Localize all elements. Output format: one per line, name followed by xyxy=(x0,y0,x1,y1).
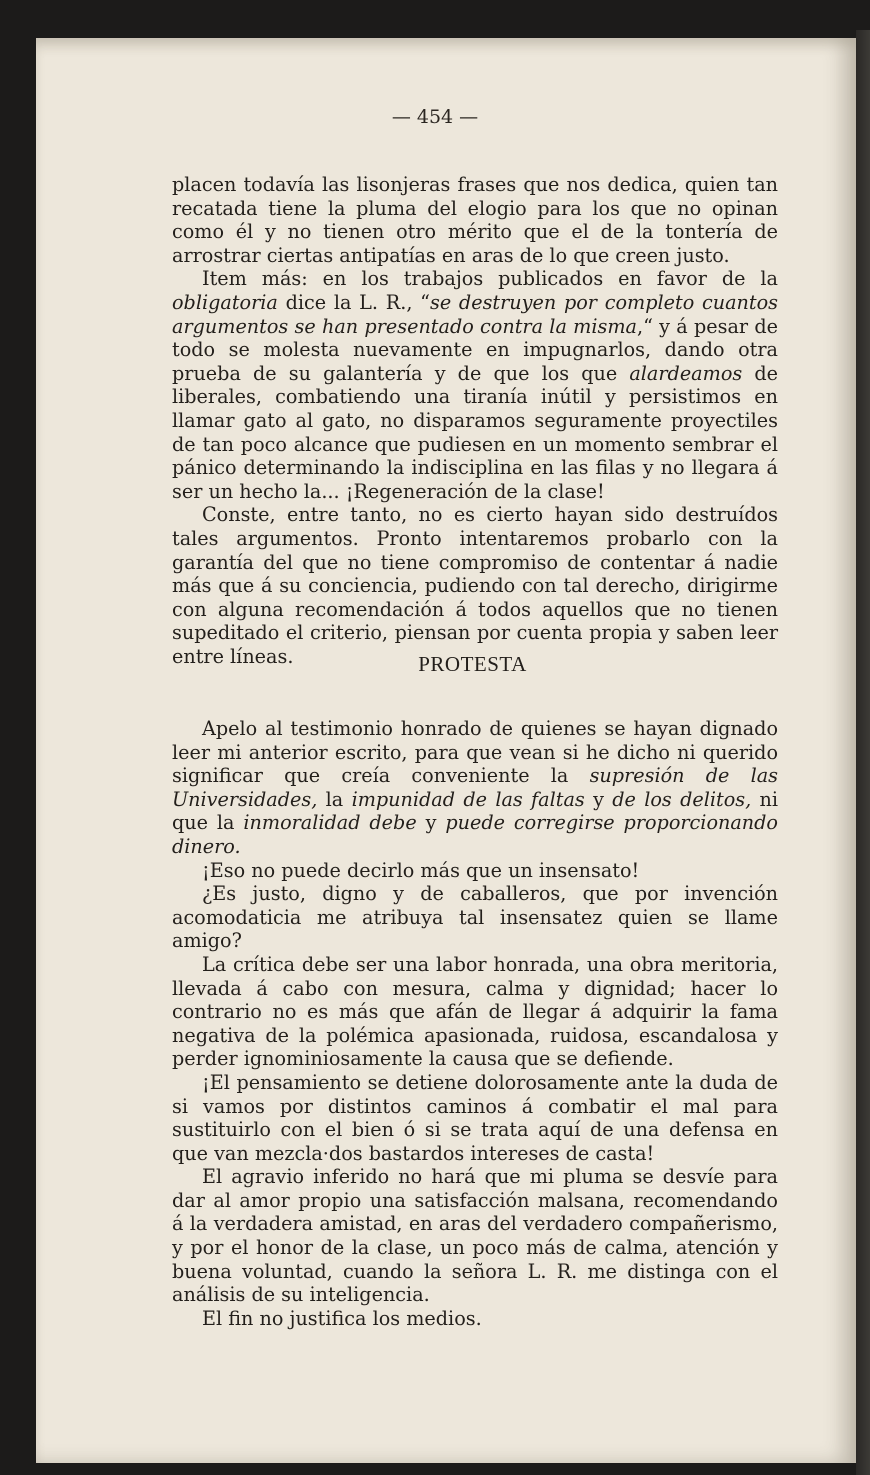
adjacent-page-edge xyxy=(856,30,870,1475)
paragraph xyxy=(172,1307,778,1331)
text-segment: Item más: en los trabajos publicados en favor de la xyxy=(202,267,778,291)
italic-text: impunidad de las faltas xyxy=(351,787,585,811)
text-segment: la xyxy=(317,787,352,811)
text-segment: El fin no justifica los medios. xyxy=(202,1306,482,1330)
italic-text: de los delitos, xyxy=(612,787,752,811)
paragraph xyxy=(172,717,778,859)
italic-text: inmoralidad debe xyxy=(243,811,417,835)
paragraph xyxy=(172,173,778,267)
italic-text: alardeamos xyxy=(629,361,743,385)
paragraph xyxy=(172,267,778,503)
text-segment: Conste, entre tanto, no es cierto hayan sido destruídos tales argumentos. Pronto intentaremos probarlo con la garantía del que no tiene compromiso de contentar á nadie más que á su conciencia, pudiendo con tal derecho, dirigirme con alguna recomendación á todos aquellos que no tienen supeditado el criterio, piensan por cuenta propia y saben leer entre líneas. xyxy=(172,503,778,668)
text-segment: La crítica debe ser una labor honrada, una obra meritoria, llevada á cabo con mesura, calma y dignidad; hacer lo contrario no es más que afán de llegar á adquirir la fama negativa de la polémica apasionada, ruidosa, escandalosa y perder ignominiosamente la causa que se defiende. xyxy=(172,952,778,1071)
italic-text: se destruyen por completo cuantos argumentos se han presentado contra la misma xyxy=(172,290,779,338)
text-segment: ¿Es justo, digno y de caballeros, que por invención acomodaticia me atribuya tal insensatez quien se llame amigo? xyxy=(172,882,778,953)
text-segment: ¡El pensamiento se detiene dolorosamente ante la duda de si vamos por distintos caminos á combatir el mal para sustituirlo con el bien ó si se trata aquí de una defensa en que van mezcla·dos bastardos intereses de casta! xyxy=(172,1070,778,1165)
text-segment: El agravio inferido no hará que mi pluma se desvíe para dar al amor propio una satisfacción malsana, recomendando á la verdadera amistad, en aras del verdadero compañerismo, y por el honor de la clase, un poco más de calma, atención y buena voluntad, cuando la señora L. R. me distinga con el análisis de su inteligencia. xyxy=(172,1165,778,1307)
paragraph xyxy=(172,953,778,1071)
italic-text: supresión de las Universidades, xyxy=(172,764,778,811)
paragraph xyxy=(172,882,778,953)
paragraph xyxy=(172,503,778,668)
text-segment: Apelo al testimonio honrado de quienes se hayan dignado leer mi anterior escrito, para que vean si he dicho ni querido significar que creía conveniente la xyxy=(172,717,778,788)
text-segment: y xyxy=(416,811,446,835)
text-segment: ,“ y á pesar de todo se molesta nuevamente en impugnarlos, dando otra prueba de su galantería y de que los que xyxy=(172,314,778,385)
text-segment: de liberales, combatiendo una tiranía inútil y persistimos en llamar gato al gato, no disparamos seguramente proyectiles de tan poco alcance que pudiesen en un momento sembrar el pánico determinando la indisciplina en las filas y no llegara á ser un hecho la... ¡Regeneración de la clase! xyxy=(172,361,778,503)
italic-text: obligatoria xyxy=(172,290,278,314)
text-segment: placen todavía las lisonjeras frases que nos dedica, quien tan recatada tiene la pluma del elogio para los que no opinan como él y no tienen otro mérito que el de la tontería de arrostrar ciertas antipatías en aras de lo que creen justo. xyxy=(172,173,778,267)
text-segment: y xyxy=(584,787,613,811)
protesta-text xyxy=(172,717,778,1330)
intro-text xyxy=(172,173,778,668)
paragraph xyxy=(172,1071,778,1165)
text-segment: ni que la xyxy=(172,787,779,835)
section-heading: PROTESTA xyxy=(418,652,527,676)
text-segment: dice la L. R., “ xyxy=(277,290,430,314)
text-segment: ¡Eso no puede decirlo más que un insensato! xyxy=(202,858,640,882)
paragraph xyxy=(172,859,778,883)
italic-text: puede corregirse proporcionando dinero. xyxy=(172,811,778,858)
paragraph xyxy=(172,1165,778,1307)
page-number: — 454 — xyxy=(391,106,479,128)
